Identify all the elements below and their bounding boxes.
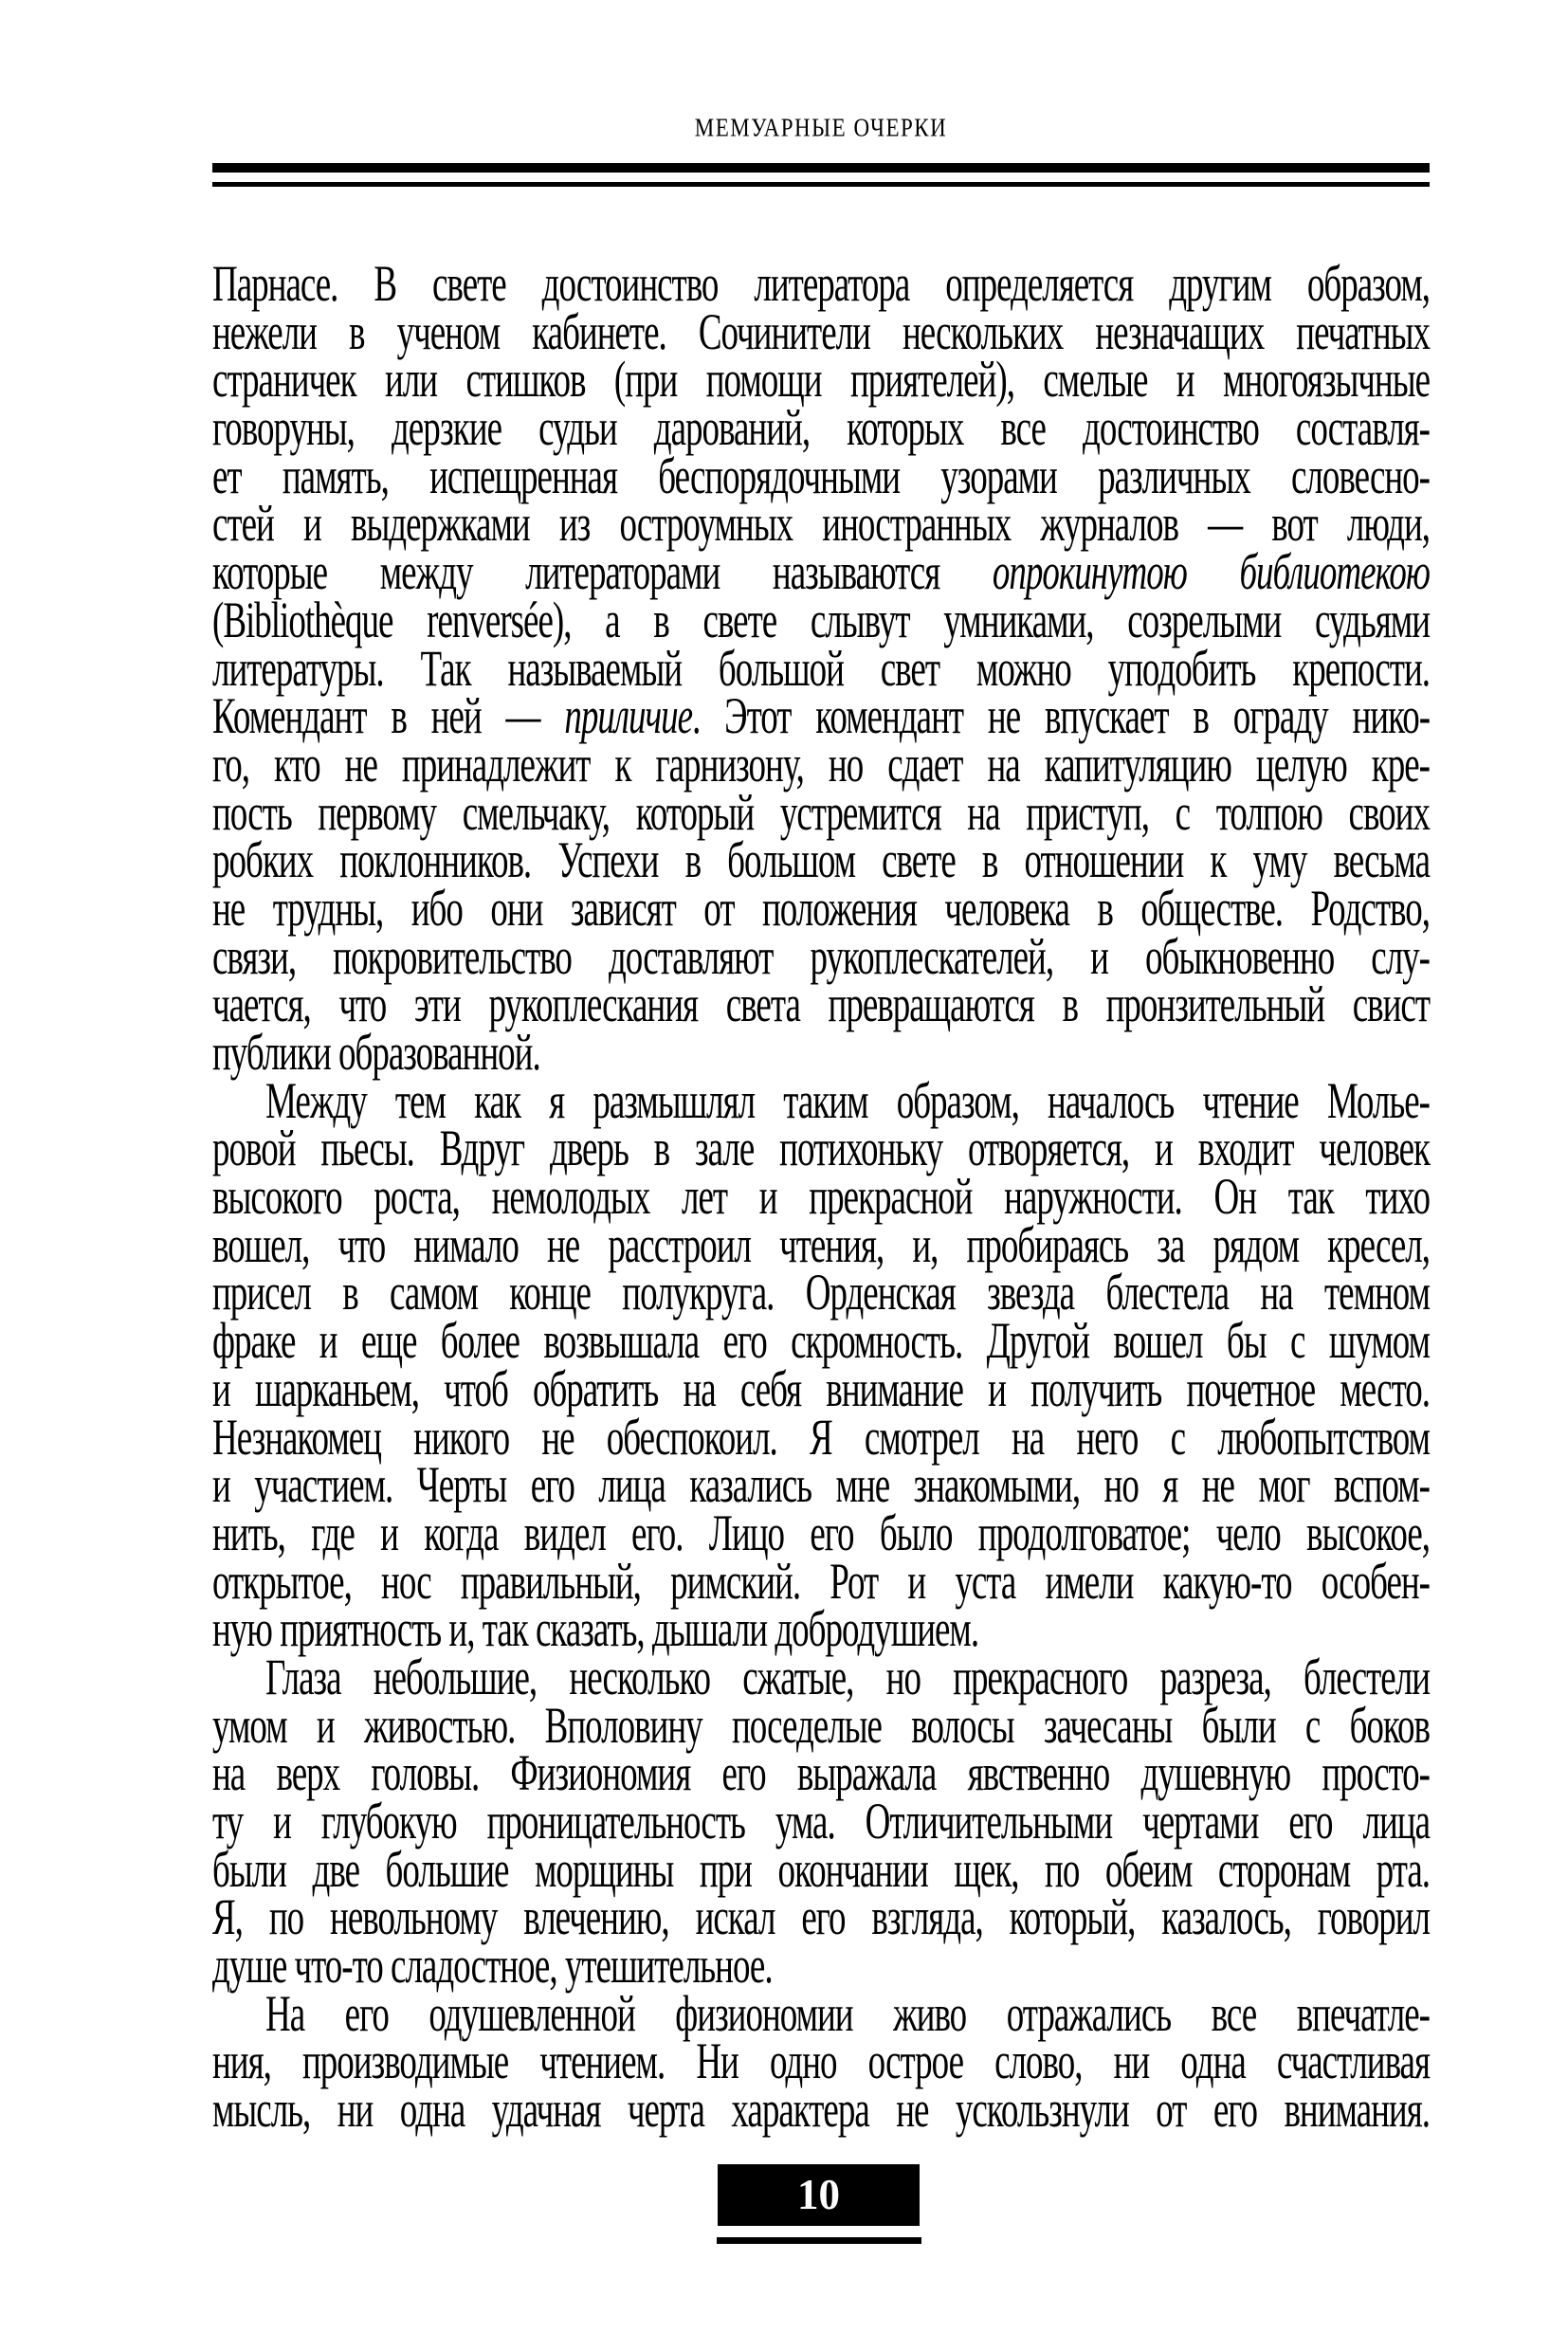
italic-text-segment: опрокинутою библиотекою [992, 544, 1430, 601]
text-segment: высокого роста, немолодых лет и прекрасной наружности. Он так тихо [212, 1169, 1430, 1226]
text-segment: ет память, испещренная беспорядочными узорами различных словесно- [212, 448, 1430, 505]
text-segment: нежели в ученом кабинете. Сочинители нескольких незначащих печатных [212, 304, 1430, 361]
footer-rule [717, 2237, 921, 2244]
text-segment: говоруны, дерзкие судьи дарований, которых все достоинство составля- [212, 400, 1430, 457]
text-segment: Парнасе. В свете достоинство литератора определяется другим образом, [212, 256, 1430, 313]
text-segment: душе что-то сладостное, утешительное. [212, 1938, 773, 1995]
text-segment: литературы. Так называемый большой свет можно уподобить крепости. [212, 640, 1430, 698]
text-segment: связи, покровительство доставляют рукоплескателей, и обыкновенно слу- [212, 929, 1430, 986]
text-segment: Комендант в ней — [212, 688, 565, 746]
text-segment: стей и выдержками из остроумных иностранных журналов — вот люди, [212, 496, 1430, 554]
footer-page-number: 10 [797, 2171, 840, 2218]
text-segment: Глаза небольшие, несколько сжатые, но прекрасного разреза, блестели [265, 1649, 1430, 1706]
text-segment: и шарканьем, чтоб обратить на себя внимание и получить почетное место. [212, 1361, 1430, 1418]
text-segment: Между тем как я размышлял таким образом, началось чтение Молье- [265, 1073, 1430, 1130]
text-segment: ния, производимые чтением. Ни одно острое слово, ни одна счастливая [212, 2033, 1430, 2091]
text-segment: не трудны, ибо они зависят от положения человека в обществе. Родство, [212, 881, 1430, 938]
text-segment: ровой пьесы. Вдруг дверь в зале потихоньку отворяется, и входит человек [212, 1121, 1430, 1178]
page-body [212, 256, 1431, 2139]
text-segment: вошел, что нимало не расстроил чтения, и, пробираясь за рядом кресел, [212, 1217, 1430, 1274]
text-segment: публики образованной. [212, 1025, 540, 1082]
italic-text-segment: приличие [564, 688, 693, 746]
text-segment: пость первому смельчаку, который устремится на приступ, с толпою своих [212, 784, 1430, 842]
text-segment: на верх головы. Физиономия его выражала явственно душевную просто- [212, 1745, 1430, 1803]
text-segment: Незнакомец никого не обеспокоил. Я смотрел на него с любопытством [212, 1409, 1430, 1467]
text-segment: умом и живостью. Вполовину поседелые волосы зачесаны были с боков [212, 1698, 1430, 1755]
text-segment: были две большие морщины при окончании щек, по обеим сторонам рта. [212, 1842, 1430, 1899]
header-rule-thin [212, 182, 1430, 187]
text-segment: чается, что эти рукоплескания света превращаются в пронзительный свист [212, 976, 1430, 1034]
text-segment: мысль, ни одна удачная черта характера не ускользнули от его внимания. [212, 2082, 1430, 2139]
text-line [212, 2077, 1430, 2146]
text-segment: На его одушевленной физиономии живо отражались все впечатле- [265, 1986, 1430, 2043]
text-segment: страничек или стишков (при помощи приятелей), смелые и многоязычные [212, 352, 1430, 410]
text-segment: робких поклонников. Успехи в большом свете в отношении к уму весьма [212, 832, 1430, 890]
text-segment: фраке и еще более возвышала его скромность. Другой вошел бы с шумом [212, 1313, 1430, 1370]
running-header-title: МЕМУАРНЫЕ ОЧЕРКИ [694, 113, 948, 142]
text-segment: и участием. Черты его лица казались мне знакомыми, но я не мог вспом- [212, 1457, 1430, 1515]
text-segment: открытое, нос правильный, римский. Рот и уста имели какую-то особен- [212, 1553, 1430, 1611]
text-segment: (Bibliothèque renversée), а в свете слывут умниками, созрелыми судьями [212, 592, 1430, 649]
text-segment: присел в самом конце полукруга. Орденская звезда блестела на темном [212, 1265, 1430, 1322]
footer-page-number-box [718, 2164, 920, 2226]
text-segment: . Этот комендант не впускает в ограду нико- [692, 688, 1431, 746]
text-segment: ту и глубокую проницательность ума. Отличительными чертами его лица [212, 1794, 1430, 1850]
text-segment: Я, по невольному влечению, искал его взгляда, который, казалось, говорил [212, 1889, 1430, 1947]
text-segment: го, кто не принадлежит к гарнизону, но сдает на капитуляцию целую кре- [212, 737, 1430, 793]
header-rule-thick [212, 163, 1430, 173]
text-segment: нить, где и когда видел его. Лицо его было продолговатое; чело высокое, [212, 1505, 1430, 1562]
text-segment: которые между литераторами называются [212, 544, 993, 601]
text-segment: ную приятность и, так сказать, дышали добродушием. [212, 1601, 979, 1659]
